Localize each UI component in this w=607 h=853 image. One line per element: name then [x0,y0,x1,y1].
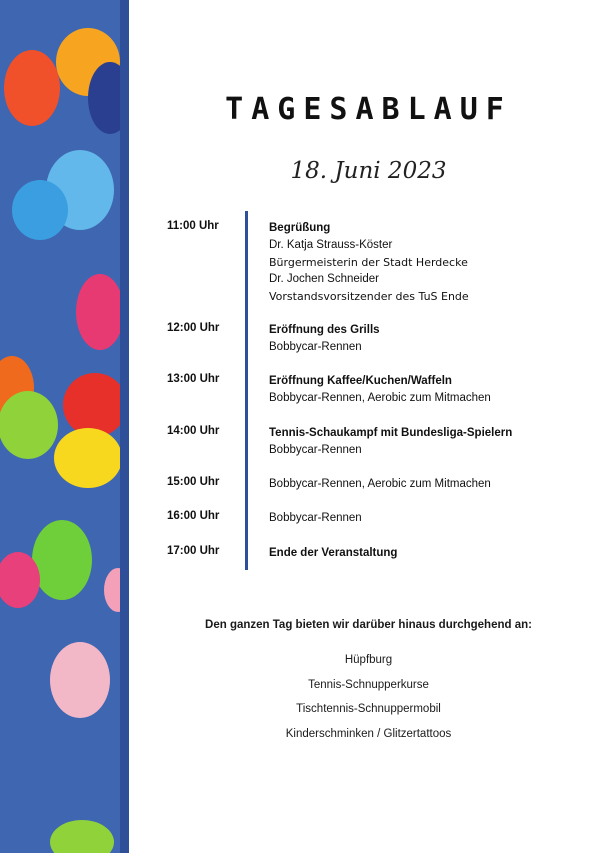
extras-heading: Den ganzen Tag bieten wir darüber hinaus durchgehend an: [205,619,532,631]
slot-time: 17:00 Uhr [167,545,220,557]
balloons-image [0,0,120,853]
slot-details [269,425,512,459]
page-title: TAGESABLAUF [225,92,512,127]
extra-item-tischtennis: Tischtennis-Schnuppermobil [296,703,441,715]
extras-list [130,648,607,746]
slot-time: 14:00 Uhr [167,425,220,437]
extra-item-huepfburg: Hüpfburg [344,654,393,666]
slot-time: 15:00 Uhr [167,476,220,488]
slot-details [269,545,397,562]
slot-time: 13:00 Uhr [167,373,220,385]
slot-line: Dr. Jochen Schneider [269,273,379,285]
slot-time: 12:00 Uhr [167,322,220,334]
slot-details [269,373,491,407]
slot-line: Begrüßung [269,222,331,234]
slot-line: Bobbycar-Rennen [269,512,362,524]
slot-line: Bobbycar-Rennen, Aerobic zum Mitmachen [269,392,491,404]
timeline-bar [245,211,248,570]
slot-line: Bobbycar-Rennen [269,341,362,353]
slot-line: Bobbycar-Rennen [269,444,362,456]
balloon-decoration-strip [0,0,120,853]
strip-edge-border [120,0,129,853]
slot-details [269,510,362,527]
slot-line: Dr. Katja Strauss-Köster [269,239,393,251]
extra-item-tennis: Tennis-Schnupperkurse [308,678,429,691]
event-date: 18. Juni 2023 [290,158,447,184]
slot-line: Vorstandsvorsitzender des TuS Ende [269,290,469,303]
slot-details [269,476,491,493]
slot-details [269,220,469,305]
slot-time: 11:00 Uhr [167,220,219,232]
slot-line: Eröffnung Kaffee/Kuchen/Waffeln [269,375,452,387]
slot-time: 16:00 Uhr [167,510,220,522]
slot-details [269,322,380,356]
extra-item-kinderschminken: Kinderschminken / Glitzertattoos [285,727,452,740]
slot-line: Ende der Veranstaltung [269,547,398,559]
slot-line: Tennis-Schaukampf mit Bundesliga-Spielern [269,427,513,439]
slot-line: Bobbycar-Rennen, Aerobic zum Mitmachen [269,478,491,490]
slot-line: Eröffnung des Grills [269,324,380,336]
slot-line: Bürgermeisterin der Stadt Herdecke [269,256,468,269]
